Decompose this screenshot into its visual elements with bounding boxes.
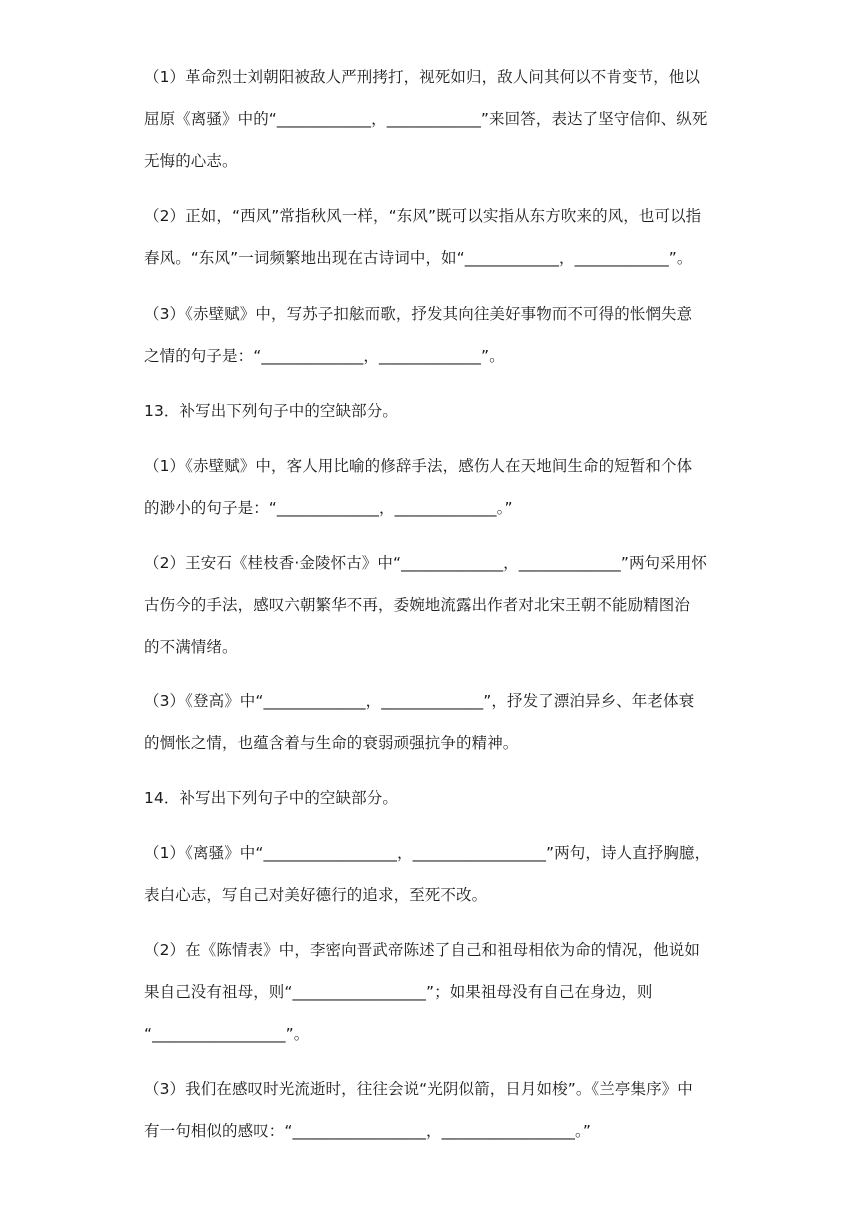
q14-3-line-2: 有一句相似的感叹：“_________________，_________________。” [144, 1122, 592, 1140]
q12-3-line-1: （3）《赤壁赋》中，写苏子扣舷而歌，抒发其向往美好事物而不可得的怅惘失意 [144, 305, 693, 323]
q13-3-line-1: （3）《登高》中“_____________，_____________”，抒发了漂泊异乡、年老体衰 [144, 692, 695, 710]
q13-2-line-1: （2）王安石《桂枝香·金陵怀古》中“_____________，_____________”两句采用怀 [144, 554, 707, 572]
q14-1-line-2: 表白心志，写自己对美好德行的追求，至死不改。 [144, 886, 488, 904]
q12-3-line-2: 之情的句子是：“_____________，_____________”。 [144, 347, 505, 365]
q14-2-line-1: （2）在《陈情表》中，李密向晋武帝陈述了自己和祖母相依为命的情况，他说如 [144, 941, 700, 959]
q13-3-line-2: 的惆怅之情，也蕴含着与生命的衰弱顽强抗争的精神。 [144, 734, 519, 752]
q14-1-line-1: （1）《离骚》中“_________________，_________________”两句，诗人直抒胸臆， [144, 844, 711, 862]
q12-2-line-2: 春风。“东风”一词频繁地出现在古诗词中，如“____________，____________”。 [144, 249, 693, 267]
q14-2-line-2: 果自己没有祖母，则“_________________”；如果祖母没有自己在身边，则 [144, 983, 653, 1001]
q13-heading: 13．补写出下列句子中的空缺部分。 [144, 402, 398, 420]
q14-heading: 14．补写出下列句子中的空缺部分。 [144, 789, 398, 807]
q13-2-line-2: 古伤今的手法，感叹六朝繁华不再，委婉地流露出作者对北宋王朝不能励精图治 [144, 596, 691, 614]
q13-1-line-2: 的渺小的句子是：“_____________，_____________。” [144, 499, 513, 517]
q14-3-line-1: （3）我们在感叹时光流逝时，往往会说“光阴似箭，日月如梭”。《兰亭集序》中 [144, 1080, 693, 1098]
q14-2-line-3: “_________________”。 [144, 1025, 310, 1043]
q12-1-line-2: 屈原《离骚》中的“____________，____________”来回答，表达了坚守信仰、纵死 [144, 110, 708, 128]
q12-2-line-1: （2）正如，“西风”常指秋风一样，“东风”既可以实指从东方吹来的风，也可以指 [144, 207, 702, 225]
q12-1-line-1: （1）革命烈士刘朝阳被敌人严刑拷打，视死如归，敌人问其何以不肯变节，他以 [144, 68, 700, 86]
q13-1-line-1: （1）《赤壁赋》中，客人用比喻的修辞手法，感伤人在天地间生命的短暂和个体 [144, 457, 693, 475]
q13-2-line-3: 的不满情绪。 [144, 638, 238, 656]
q12-1-line-3: 无悔的心志。 [144, 152, 238, 170]
